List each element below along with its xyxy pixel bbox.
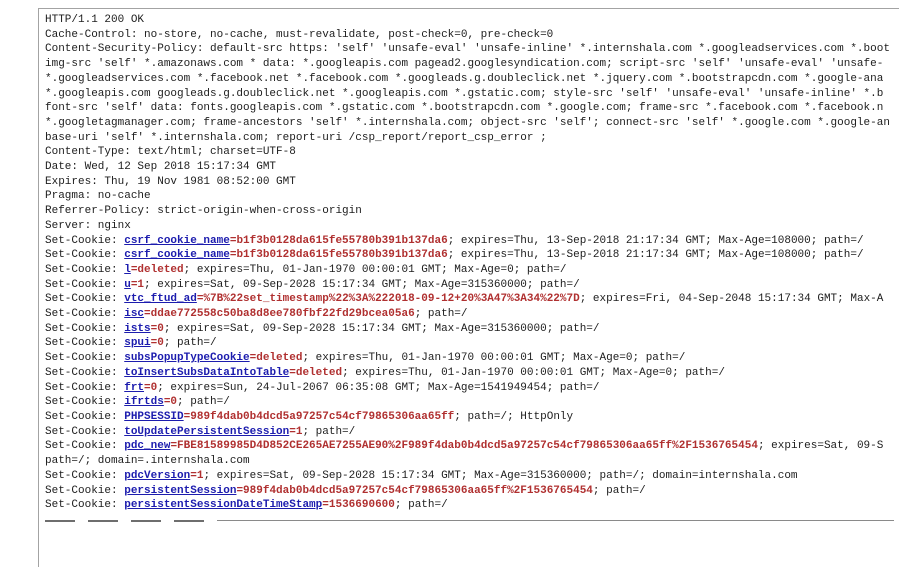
header-text: ; path=/ bbox=[394, 499, 448, 512]
header-text: ; expires=Thu, 13-Sep-2018 21:17:34 GMT; Max-Age=108000; path=/ bbox=[447, 249, 864, 262]
cookie-value: =1536690600 bbox=[322, 499, 395, 512]
header-line bbox=[45, 175, 899, 190]
header-text: ; path=/ bbox=[414, 308, 468, 321]
divider-dash bbox=[174, 520, 204, 522]
header-text: Content-Type: text/html; charset=UTF-8 bbox=[45, 146, 296, 159]
divider-dash bbox=[131, 520, 161, 522]
header-line bbox=[45, 28, 899, 43]
header-text: Content-Security-Policy: default-src https: 'self' 'unsafe-eval' 'unsafe-inline' *.internshala.com *.googleadservices.com *.boot bbox=[45, 43, 890, 56]
header-text: ; expires=Sat, 09-Sep-2028 15:17:34 GMT; Max-Age=315360000; path=/; domain=internshala.com bbox=[203, 469, 798, 482]
header-text: Cache-Control: no-store, no-cache, must-revalidate, post-check=0, pre-check=0 bbox=[45, 28, 554, 41]
cookie-value: =0 bbox=[163, 396, 178, 409]
header-line bbox=[45, 469, 899, 484]
header-line bbox=[45, 498, 899, 513]
header-line bbox=[45, 248, 899, 263]
header-text: ; expires=Thu, 01-Jan-1970 00:00:01 GMT; Max-Age=0; path=/ bbox=[342, 366, 725, 379]
header-text: Set-Cookie: bbox=[45, 337, 125, 350]
header-text: Set-Cookie: bbox=[45, 469, 125, 482]
cookie-value: =ddae772558c50ba8d8ee780fbf22fd29bcea05a6 bbox=[144, 308, 415, 321]
header-text: HTTP/1.1 200 OK bbox=[45, 14, 145, 26]
cookie-value: =b1f3b0128da615fe55780b391b137da6 bbox=[229, 234, 448, 247]
cookie-value: =1 bbox=[190, 469, 204, 482]
header-text: ; expires=Sat, 09-Sep-2028 15:17:34 GMT; Max-Age=315360000; path=/ bbox=[144, 278, 580, 291]
header-line bbox=[45, 410, 899, 425]
header-text: Set-Cookie: bbox=[45, 484, 125, 497]
header-line bbox=[45, 160, 899, 175]
header-text: Set-Cookie: bbox=[45, 410, 125, 423]
cookie-value: =FBE81589985D4D852CE265AE7255AE90%2F989f4dab0b4dcd5a97257c54cf79865306aa65ff%2F1536765454 bbox=[170, 440, 758, 453]
cookie-name-link[interactable]: toUpdatePersistentSession bbox=[124, 425, 290, 438]
cookie-name-link[interactable]: ists bbox=[124, 322, 151, 335]
header-line bbox=[45, 425, 899, 440]
header-text: Set-Cookie: bbox=[45, 366, 125, 379]
cookie-value: =%7B%22set_timestamp%22%3A%222018-09-12+20%3A47%3A34%22%7D bbox=[196, 293, 580, 306]
cookie-name-link[interactable]: csrf_cookie_name bbox=[124, 234, 230, 247]
header-line bbox=[45, 366, 899, 381]
divider-dash bbox=[88, 520, 118, 522]
cookie-value: =deleted bbox=[289, 366, 343, 379]
header-text: Set-Cookie: bbox=[45, 440, 125, 453]
header-text: Set-Cookie: bbox=[45, 234, 125, 247]
cookie-name-link[interactable]: l bbox=[124, 263, 131, 276]
header-text: Date: Wed, 12 Sep 2018 15:17:34 GMT bbox=[45, 161, 277, 174]
divider-dash bbox=[45, 520, 75, 522]
cookie-name-link[interactable]: spui bbox=[124, 337, 151, 350]
header-text: Server: nginx bbox=[45, 219, 131, 232]
header-line bbox=[45, 381, 899, 396]
cookie-name-link[interactable]: toInsertSubsDataIntoTable bbox=[124, 366, 290, 379]
header-line bbox=[45, 292, 899, 307]
header-text: Set-Cookie: bbox=[45, 425, 125, 438]
header-text: path=/; domain=.internshala.com bbox=[45, 455, 250, 468]
header-line bbox=[45, 189, 899, 204]
header-text: ; path=/ bbox=[592, 484, 646, 497]
header-line bbox=[45, 42, 899, 57]
cookie-name-link[interactable]: pdc_new bbox=[124, 440, 171, 453]
header-line bbox=[45, 57, 899, 72]
header-text: ; path=/ bbox=[163, 337, 217, 350]
cookie-value: =deleted bbox=[130, 263, 184, 276]
cookie-value: =989f4dab0b4dcd5a97257c54cf79865306aa65ff%2F1536765454 bbox=[236, 484, 593, 497]
cookie-name-link[interactable]: vtc_ftud_ad bbox=[124, 293, 197, 306]
header-line bbox=[45, 219, 899, 234]
header-text: Set-Cookie: bbox=[45, 352, 125, 365]
header-text: Set-Cookie: bbox=[45, 293, 125, 306]
header-text: Set-Cookie: bbox=[45, 499, 125, 512]
header-line bbox=[45, 484, 899, 499]
cookie-name-link[interactable]: PHPSESSID bbox=[124, 410, 184, 423]
header-text: Set-Cookie: bbox=[45, 322, 125, 335]
header-text: font-src 'self' data: fonts.googleapis.com *.gstatic.com *.bootstrapcdn.com *.google.com; frame-src *.facebook.com *.facebook.n bbox=[45, 102, 884, 115]
header-line bbox=[45, 351, 899, 366]
cookie-name-link[interactable]: persistentSessionDateTimeStamp bbox=[124, 499, 323, 512]
header-text: *.googleadservices.com *.facebook.net *.facebook.com *.googleads.g.doubleclick.net *.jquery.com *.bootstrapcdn.com *.google-ana bbox=[45, 72, 884, 85]
header-text: img-src 'self' *.amazonaws.com * data: *.googleapis.com pagead2.googlesyndication.com; script-src 'self' 'unsafe-eval' 'unsafe- bbox=[45, 58, 884, 71]
header-text: Referrer-Policy: strict-origin-when-cross-origin bbox=[45, 205, 362, 218]
header-text: ; path=/; HttpOnly bbox=[454, 410, 574, 423]
header-line bbox=[45, 72, 899, 87]
header-text: Set-Cookie: bbox=[45, 278, 125, 291]
bottom-divider bbox=[45, 520, 894, 522]
header-line bbox=[45, 307, 899, 322]
header-text: ; expires=Thu, 01-Jan-1970 00:00:01 GMT; Max-Age=0; path=/ bbox=[183, 263, 567, 276]
header-text: *.googletagmanager.com; frame-ancestors 'self' *.internshala.com; object-src 'self'; connect-src 'self' *.google.com *.google-an bbox=[45, 116, 890, 129]
cookie-name-link[interactable]: persistentSession bbox=[124, 484, 237, 497]
header-text: Expires: Thu, 19 Nov 1981 08:52:00 GMT bbox=[45, 175, 296, 188]
cookie-name-link[interactable]: subsPopupTypeCookie bbox=[124, 352, 250, 365]
header-line bbox=[45, 234, 899, 249]
header-line bbox=[45, 278, 899, 293]
header-line bbox=[45, 116, 899, 131]
cookie-name-link[interactable]: csrf_cookie_name bbox=[124, 249, 230, 262]
header-text: ; expires=Thu, 13-Sep-2018 21:17:34 GMT; Max-Age=108000; path=/ bbox=[447, 234, 864, 247]
cookie-name-link[interactable]: isc bbox=[124, 308, 145, 321]
header-text: Pragma: no-cache bbox=[45, 190, 151, 203]
header-text: ; path=/ bbox=[302, 425, 356, 438]
header-line bbox=[45, 87, 899, 102]
header-text: ; path=/ bbox=[177, 396, 230, 409]
header-line bbox=[45, 13, 899, 28]
cookie-name-link[interactable]: u bbox=[124, 278, 131, 291]
header-text: ; expires=Fri, 04-Sep-2048 15:17:34 GMT; Max-A bbox=[579, 293, 884, 306]
header-line bbox=[45, 204, 899, 219]
cookie-name-link[interactable]: frt bbox=[124, 381, 145, 394]
header-line bbox=[45, 131, 899, 146]
cookie-name-link[interactable]: ifrtds bbox=[124, 396, 164, 409]
header-line bbox=[45, 336, 899, 351]
cookie-value: =0 bbox=[150, 337, 164, 350]
cookie-value: =deleted bbox=[249, 352, 303, 365]
header-text: *.googleapis.com googleads.g.doubleclick.net *.googleapis.com *.gstatic.com; style-src 'self' 'unsafe-eval' 'unsafe-inline' *.b bbox=[45, 87, 884, 100]
horizontal-rule bbox=[217, 520, 894, 521]
header-text: Set-Cookie: bbox=[45, 308, 125, 321]
header-line bbox=[45, 101, 899, 116]
header-line bbox=[45, 263, 899, 278]
header-line bbox=[45, 145, 899, 160]
cookie-value: =b1f3b0128da615fe55780b391b137da6 bbox=[229, 249, 448, 262]
response-headers bbox=[45, 13, 899, 513]
header-text: ; expires=Thu, 01-Jan-1970 00:00:01 GMT; Max-Age=0; path=/ bbox=[302, 352, 686, 365]
cookie-value: =0 bbox=[150, 322, 164, 335]
header-text: base-uri 'self' *.internshala.com; report-uri /csp_report/report_csp_error ; bbox=[45, 131, 547, 144]
header-text: ; expires=Sun, 24-Jul-2067 06:35:08 GMT; Max-Age=1541949454; path=/ bbox=[157, 381, 600, 394]
response-headers-panel bbox=[38, 8, 899, 567]
header-line bbox=[45, 395, 899, 410]
header-text: ; expires=Sat, 09-Sep-2028 15:17:34 GMT; Max-Age=315360000; path=/ bbox=[163, 322, 600, 335]
header-text: ; expires=Sat, 09-S bbox=[757, 440, 884, 453]
header-text: Set-Cookie: bbox=[45, 381, 125, 394]
header-text: Set-Cookie: bbox=[45, 263, 125, 276]
cookie-value: =0 bbox=[144, 381, 158, 394]
cookie-name-link[interactable]: pdcVersion bbox=[124, 469, 191, 482]
cookie-value: =1 bbox=[130, 278, 145, 291]
header-text: Set-Cookie: bbox=[45, 249, 125, 262]
cookie-value: =989f4dab0b4dcd5a97257c54cf79865306aa65ff bbox=[183, 410, 455, 423]
header-text: Set-Cookie: bbox=[45, 396, 125, 409]
cookie-value: =1 bbox=[289, 425, 303, 438]
header-line bbox=[45, 322, 899, 337]
header-line bbox=[45, 439, 899, 454]
header-line bbox=[45, 454, 899, 469]
